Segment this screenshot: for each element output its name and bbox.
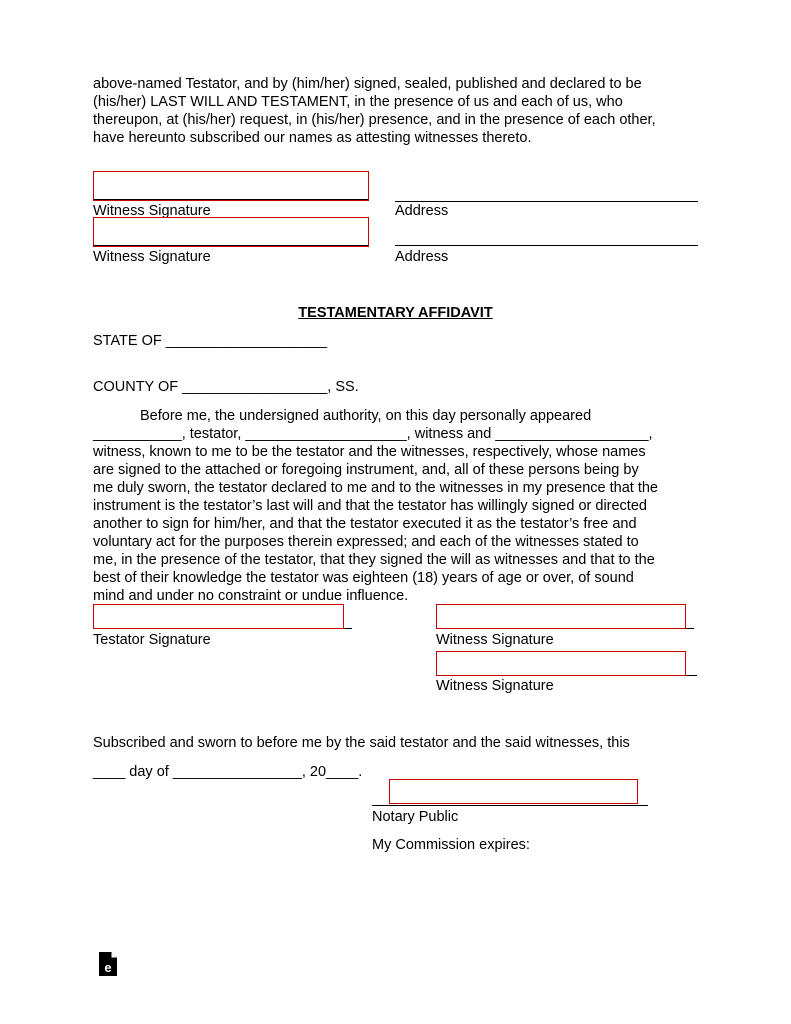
notary-public-label: Notary Public <box>372 809 459 825</box>
attestation-line: (his/her) LAST WILL AND TESTAMENT, in the presence of us and each of us, who <box>93 94 623 110</box>
affidavit-line: are signed to the attached or foregoing instrument, and, all of these persons being by <box>93 462 639 478</box>
notary-signature-line <box>372 805 648 806</box>
date-line: ____ day of ________________, 20____. <box>93 764 363 780</box>
witness-2-signature-label: Witness Signature <box>93 249 211 265</box>
witness-1-signature-label: Witness Signature <box>93 203 211 219</box>
affidavit-line: voluntary act for the purposes therein expressed; and each of the witnesses stated to <box>93 534 639 550</box>
county-of-line: COUNTY OF __________________, SS. <box>93 379 359 395</box>
affidavit-line: witness, known to me to be the testator and the witnesses, respectively, whose names <box>93 444 646 460</box>
affidavit-line: another to sign for him/her, and that the testator executed it as the testator’s free and <box>93 516 637 532</box>
attestation-paragraph <box>93 75 699 147</box>
state-of-line: STATE OF ____________________ <box>93 333 328 349</box>
testator-signature-label: Testator Signature <box>93 632 211 648</box>
witness-1-signature-field[interactable] <box>93 171 369 201</box>
commission-expires-label: My Commission expires: <box>372 837 530 853</box>
eforms-logo-icon <box>97 951 119 977</box>
affidavit-title: TESTAMENTARY AFFIDAVIT <box>298 305 493 321</box>
affidavit-line: Before me, the undersigned authority, on this day personally appeared <box>140 408 592 424</box>
affidavit-line: best of their knowledge the testator was eighteen (18) years of age or over, of sound <box>93 570 634 586</box>
witness-2-signature-field[interactable] <box>93 217 369 247</box>
testator-signature-field[interactable] <box>93 604 344 629</box>
affidavit-line: me, in the presence of the testator, that they signed the will as witnesses and that to the <box>93 552 655 568</box>
affidavit-witness-2-signature-label: Witness Signature <box>436 678 554 694</box>
witness-1-address-label: Address <box>395 203 449 219</box>
affidavit-line: me duly sworn, the testator declared to me and to the witnesses in my presence that the <box>93 480 658 496</box>
attestation-line: thereupon, at (his/her) request, in (his/her) presence, and in the presence of each other, <box>93 112 656 128</box>
notary-signature-field[interactable] <box>389 779 638 804</box>
attestation-line: above-named Testator, and by (him/her) signed, sealed, published and declared to be <box>93 76 642 92</box>
affidavit-line: ___________, testator, ____________________, witness and ___________________, <box>93 426 653 442</box>
affidavit-witness-1-signature-field[interactable] <box>436 604 686 629</box>
affidavit-body <box>93 407 699 605</box>
affidavit-witness-1-signature-label: Witness Signature <box>436 632 554 648</box>
witness-2-address-line[interactable] <box>395 245 698 246</box>
affidavit-line: mind and under no constraint or undue influence. <box>93 588 409 604</box>
attestation-line: have hereunto subscribed our names as attesting witnesses thereto. <box>93 130 532 146</box>
subscribed-sworn-line: Subscribed and sworn to before me by the said testator and the said witnesses, this <box>93 735 630 751</box>
witness-1-address-line[interactable] <box>395 201 698 202</box>
affidavit-line: instrument is the testator’s last will and that the testator has willingly signed or directed <box>93 498 647 514</box>
affidavit-witness-2-signature-field[interactable] <box>436 651 686 676</box>
witness-2-address-label: Address <box>395 249 449 265</box>
svg-text:e: e <box>104 960 112 975</box>
